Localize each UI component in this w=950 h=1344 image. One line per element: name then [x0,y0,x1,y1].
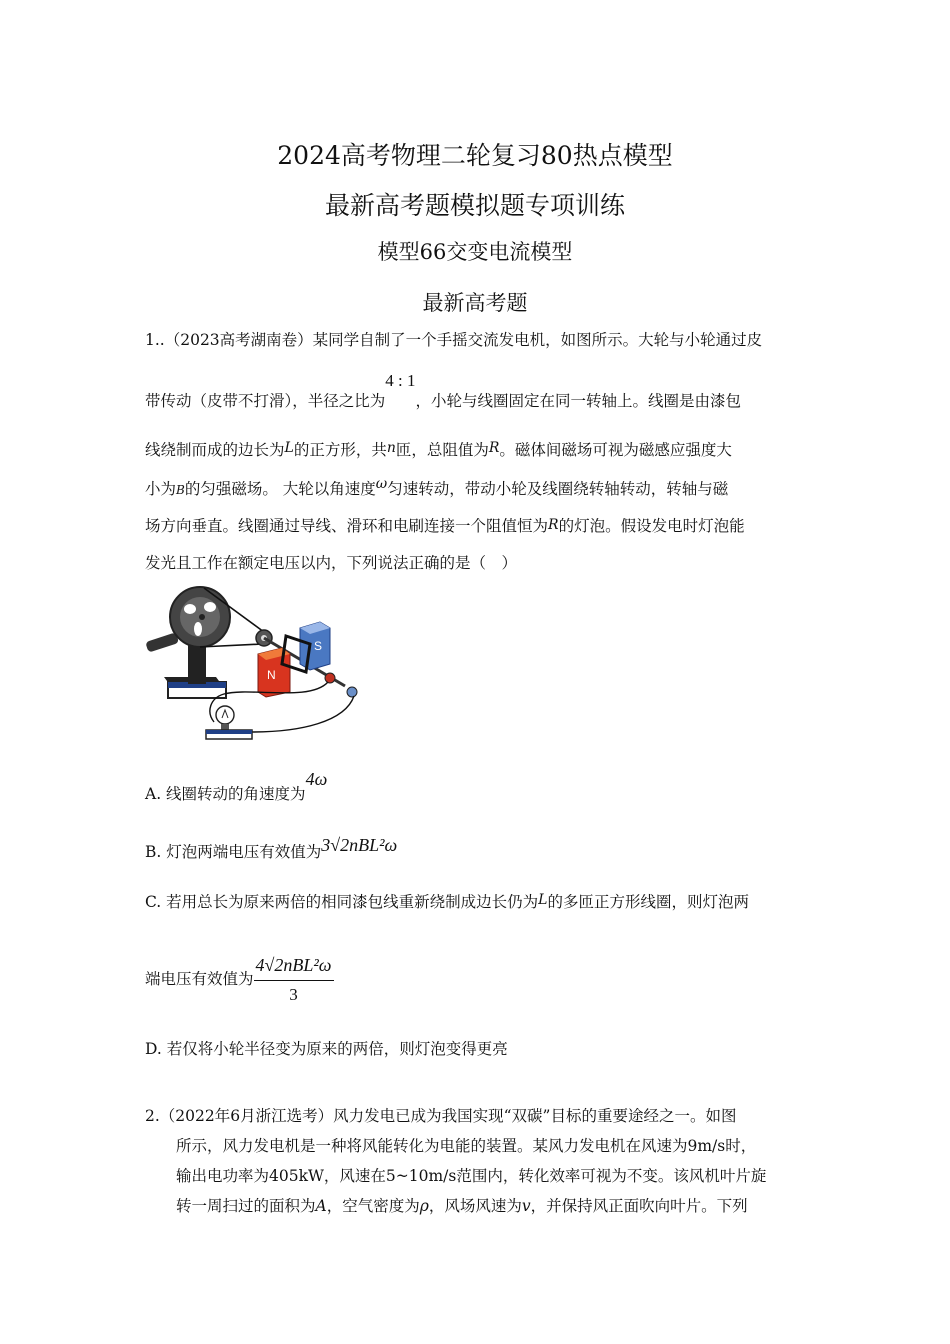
wheel-hole [204,602,216,612]
fraction-denominator: 3 [289,985,298,1004]
symbol-v: v [521,1197,531,1215]
option-b-formula: 3√2nBL²ω [321,835,398,855]
q1-text: 。磁体间磁场可视为磁感应强度大 [499,441,732,459]
symbol-omega: ω [375,476,388,492]
symbol-L: L [284,440,294,456]
symbol-n: n [386,440,396,456]
symbol-R: R [488,440,500,456]
slip-ring [347,687,357,697]
slip-ring [325,673,335,683]
section-heading: 最新高考题 [422,291,528,315]
symbol-rho: ρ [419,1197,429,1215]
q2-text: ，空气密度为 [326,1197,420,1215]
option-c-line-1 [145,890,749,912]
symbol-B: B [176,483,185,497]
wheel-hole [194,622,202,636]
model-title: 模型66交变电流模型 [377,240,573,264]
page-title: 2024高考物理二轮复习80热点模型 [277,141,673,170]
wheel-axle [199,614,205,620]
q2-text: 转一周扫过的面积为 [176,1197,316,1215]
q1-text: 场方向垂直。线圈通过导线、滑环和电刷连接一个阻值恒为 [145,517,549,535]
q1-text: 带传动（皮带不打滑），半径之比为 [145,392,386,410]
q2-text: ，并保持风正面吹向叶片。下列 [530,1197,748,1215]
q2-line-3: 输出电功率为405kW，风速在5~10m/s范围内，转化效率可视为不变。该风机叶片旋 [176,1167,767,1185]
fraction-numerator: 4√2nBL²ω [254,955,334,981]
q1-line-6: 发光且工作在额定电压以内，下列说法正确的是（ ） [145,554,518,572]
magnet-s-label: S [314,639,323,653]
q1-line-2 [145,371,742,411]
generator-figure [140,582,370,747]
q1-text: 小为 [145,480,177,498]
q1-text: ，小轮与线圈固定在同一转轴上。线圈是由漆包 [415,392,742,410]
stand [188,642,206,684]
symbol-R: R [548,517,559,533]
option-a-formula: 4ω [305,769,328,789]
option-c-fraction [254,955,334,1005]
q1-line-3 [145,438,732,460]
option-c-line-2 [145,955,334,1005]
q1-text: 的匀强磁场。 大轮以角速度 [184,480,376,498]
q1-line-4 [145,477,728,499]
ratio-formula: 4 : 1 [385,371,416,390]
crank-handle [145,632,179,652]
q1-line-5 [145,514,745,536]
option-b [145,835,398,862]
magnet-n-label: N [267,668,276,682]
q1-text: 的灯泡。假设发电时灯泡能 [558,517,745,535]
symbol-A: A [315,1197,327,1215]
option-d: D. 若仅将小轮半径变为原来的两倍，则灯泡变得更亮 [145,1040,508,1058]
symbol-L: L [538,892,548,908]
wire [252,696,354,732]
bulb-socket [221,724,229,730]
q2-line-1: 2.（2022年6月浙江选考）风力发电已成为我国实现“双碳”目标的重要途经之一。如图 [145,1107,737,1125]
page-subtitle: 最新高考题模拟题专项训练 [324,191,625,220]
option-c-text: 的多匝正方形线圈，则灯泡两 [547,893,749,911]
option-c-text: 端电压有效值为 [145,970,254,988]
q2-text: ，风场风速为 [428,1197,522,1215]
q1-line-1: 1..（2023高考湖南卷）某同学自制了一个手摇交流发电机，如图所示。大轮与小轮通过皮 [145,331,763,349]
q1-text: 匝，总阻值为 [395,441,489,459]
option-c-text: C. 若用总长为原来两倍的相同漆包线重新绕制成边长仍为 [145,893,539,911]
option-a [145,769,328,804]
option-b-text: B. 灯泡两端电压有效值为 [145,843,322,861]
q1-text: 线绕制而成的边长为 [145,441,285,459]
q2-line-2: 所示，风力发电机是一种将风能转化为电能的装置。某风力发电机在风速为9m/s时， [176,1137,757,1155]
q1-text: 的正方形，共 [293,441,387,459]
q1-text: 匀速转动，带动小轮及线圈绕转轴转动，转轴与磁 [387,480,729,498]
wheel-hole [184,604,196,614]
bulb-base-stripe [206,730,252,734]
option-a-text: A. 线圈转动的角速度为 [145,785,306,803]
q2-line-4 [176,1194,748,1216]
